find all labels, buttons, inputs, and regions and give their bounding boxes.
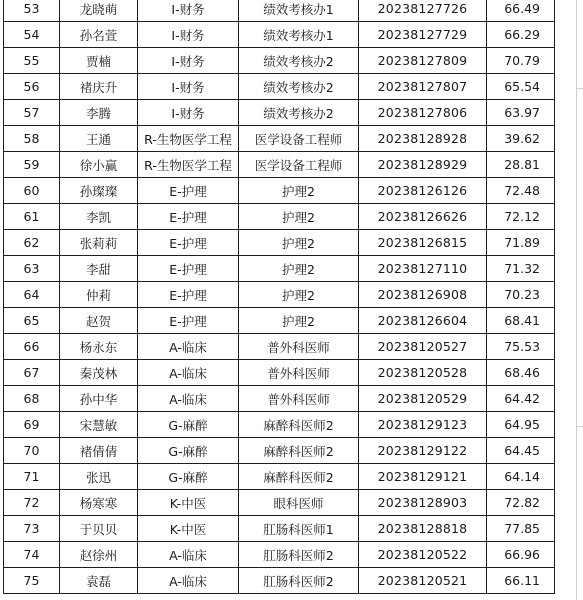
cell-exam-id: 20238120528 (359, 360, 487, 386)
cell-position: 普外科医师 (239, 386, 359, 412)
cell-number: 57 (4, 100, 60, 126)
cell-score: 66.96 (487, 542, 555, 568)
cell-department: A-临床 (138, 542, 239, 568)
cell-number: 55 (4, 48, 60, 74)
cell-name: 秦茂林 (60, 360, 138, 386)
cell-number: 53 (4, 0, 60, 22)
cell-exam-id: 20238128929 (359, 152, 487, 178)
cell-score: 68.46 (487, 360, 555, 386)
table-row (4, 100, 555, 126)
cell-exam-id: 20238126815 (359, 230, 487, 256)
table-row (4, 360, 555, 386)
cell-name: 孙中华 (60, 386, 138, 412)
cell-exam-id: 20238127726 (359, 0, 487, 22)
cell-exam-id: 20238126908 (359, 282, 487, 308)
cell-name: 李凯 (60, 204, 138, 230)
cell-score: 71.89 (487, 230, 555, 256)
cell-exam-id: 20238129123 (359, 412, 487, 438)
cell-name: 赵贺 (60, 308, 138, 334)
cell-exam-id: 20238127729 (359, 22, 487, 48)
cell-position: 护理2 (239, 230, 359, 256)
cell-name: 孙名萱 (60, 22, 138, 48)
cell-position: 麻醉科医师2 (239, 464, 359, 490)
table-row (4, 152, 555, 178)
table-row (4, 334, 555, 360)
cell-name: 宋慧敏 (60, 412, 138, 438)
cell-exam-id: 20238127809 (359, 48, 487, 74)
cell-department: E-护理 (138, 178, 239, 204)
cell-number: 74 (4, 542, 60, 568)
table-row (4, 568, 555, 594)
table-row (4, 74, 555, 100)
cell-number: 54 (4, 22, 60, 48)
cell-name: 李腾 (60, 100, 138, 126)
cell-number: 66 (4, 334, 60, 360)
cell-department: G-麻醉 (138, 438, 239, 464)
cell-position: 护理2 (239, 308, 359, 334)
cell-name: 褚庆升 (60, 74, 138, 100)
cell-department: E-护理 (138, 230, 239, 256)
cell-position: 麻醉科医师2 (239, 412, 359, 438)
cell-number: 72 (4, 490, 60, 516)
cell-name: 孙璨璨 (60, 178, 138, 204)
cell-number: 56 (4, 74, 60, 100)
cell-number: 60 (4, 178, 60, 204)
cell-department: I-财务 (138, 48, 239, 74)
table-row (4, 516, 555, 542)
cell-position: 绩效考核办2 (239, 100, 359, 126)
table-row (4, 282, 555, 308)
cell-name: 袁磊 (60, 568, 138, 594)
cell-position: 绩效考核办2 (239, 74, 359, 100)
cell-name: 杨寒寒 (60, 490, 138, 516)
cell-number: 75 (4, 568, 60, 594)
cell-department: E-护理 (138, 204, 239, 230)
cell-score: 72.82 (487, 490, 555, 516)
sheet-edge-line (576, 0, 577, 600)
cell-number: 61 (4, 204, 60, 230)
cell-position: 麻醉科医师2 (239, 438, 359, 464)
table-row (4, 178, 555, 204)
table-row (4, 438, 555, 464)
cell-position: 肛肠科医师2 (239, 542, 359, 568)
results-table-body (4, 0, 555, 594)
cell-number: 67 (4, 360, 60, 386)
cell-department: E-护理 (138, 256, 239, 282)
cell-position: 护理2 (239, 204, 359, 230)
cell-department: I-财务 (138, 100, 239, 126)
cell-exam-id: 20238128928 (359, 126, 487, 152)
cell-name: 杨永东 (60, 334, 138, 360)
table-row (4, 204, 555, 230)
table-row (4, 256, 555, 282)
cell-exam-id: 20238127806 (359, 100, 487, 126)
cell-position: 普外科医师 (239, 334, 359, 360)
cell-number: 64 (4, 282, 60, 308)
cell-department: R-生物医学工程 (138, 126, 239, 152)
cell-exam-id: 20238128903 (359, 490, 487, 516)
cell-score: 39.62 (487, 126, 555, 152)
cell-name: 仲莉 (60, 282, 138, 308)
table-row (4, 490, 555, 516)
cell-department: I-财务 (138, 22, 239, 48)
cell-score: 66.49 (487, 0, 555, 22)
cell-score: 72.48 (487, 178, 555, 204)
cell-score: 63.97 (487, 100, 555, 126)
cell-number: 69 (4, 412, 60, 438)
cell-position: 普外科医师 (239, 360, 359, 386)
cell-score: 65.54 (487, 74, 555, 100)
cell-position: 护理2 (239, 282, 359, 308)
sheet-edge-tick (577, 88, 583, 89)
cell-number: 73 (4, 516, 60, 542)
cell-position: 绩效考核办1 (239, 22, 359, 48)
cell-number: 58 (4, 126, 60, 152)
cell-position: 护理2 (239, 178, 359, 204)
cell-exam-id: 20238120527 (359, 334, 487, 360)
cell-department: G-麻醉 (138, 464, 239, 490)
cell-name: 龙晓萌 (60, 0, 138, 22)
cell-score: 77.85 (487, 516, 555, 542)
table-row (4, 386, 555, 412)
cell-number: 59 (4, 152, 60, 178)
cell-score: 70.79 (487, 48, 555, 74)
cell-score: 66.11 (487, 568, 555, 594)
table-row (4, 22, 555, 48)
cell-number: 68 (4, 386, 60, 412)
cell-score: 28.81 (487, 152, 555, 178)
cell-exam-id: 20238129122 (359, 438, 487, 464)
table-row (4, 230, 555, 256)
cell-position: 眼科医师 (239, 490, 359, 516)
cell-score: 64.45 (487, 438, 555, 464)
cell-number: 63 (4, 256, 60, 282)
sheet-edge-tick (577, 426, 583, 427)
cell-score: 64.14 (487, 464, 555, 490)
results-table (3, 0, 555, 594)
cell-exam-id: 20238128818 (359, 516, 487, 542)
cell-score: 75.53 (487, 334, 555, 360)
cell-name: 李甜 (60, 256, 138, 282)
cell-department: I-财务 (138, 74, 239, 100)
cell-score: 72.12 (487, 204, 555, 230)
cell-score: 64.95 (487, 412, 555, 438)
cell-name: 张迅 (60, 464, 138, 490)
cell-score: 68.41 (487, 308, 555, 334)
cell-score: 64.42 (487, 386, 555, 412)
table-row (4, 48, 555, 74)
cell-number: 62 (4, 230, 60, 256)
cell-number: 71 (4, 464, 60, 490)
cell-score: 71.32 (487, 256, 555, 282)
cell-name: 贾楠 (60, 48, 138, 74)
cell-department: E-护理 (138, 282, 239, 308)
cell-name: 徐小赢 (60, 152, 138, 178)
table-row (4, 542, 555, 568)
cell-name: 赵徐州 (60, 542, 138, 568)
cell-position: 肛肠科医师1 (239, 516, 359, 542)
cell-number: 65 (4, 308, 60, 334)
cell-exam-id: 20238126126 (359, 178, 487, 204)
cell-exam-id: 20238127807 (359, 74, 487, 100)
table-row (4, 464, 555, 490)
cell-department: A-临床 (138, 386, 239, 412)
cell-exam-id: 20238127110 (359, 256, 487, 282)
cell-position: 绩效考核办2 (239, 48, 359, 74)
cell-exam-id: 20238120529 (359, 386, 487, 412)
cell-position: 医学设备工程师 (239, 152, 359, 178)
cell-exam-id: 20238129121 (359, 464, 487, 490)
cell-exam-id: 20238126604 (359, 308, 487, 334)
cell-department: E-护理 (138, 308, 239, 334)
cell-position: 医学设备工程师 (239, 126, 359, 152)
table-row (4, 0, 555, 22)
table-row (4, 308, 555, 334)
cell-department: A-临床 (138, 568, 239, 594)
cell-department: R-生物医学工程 (138, 152, 239, 178)
cell-department: A-临床 (138, 334, 239, 360)
table-row (4, 412, 555, 438)
cell-department: K-中医 (138, 490, 239, 516)
cell-exam-id: 20238120521 (359, 568, 487, 594)
cell-department: G-麻醉 (138, 412, 239, 438)
cell-department: I-财务 (138, 0, 239, 22)
cell-score: 66.29 (487, 22, 555, 48)
cell-position: 护理2 (239, 256, 359, 282)
cell-name: 王通 (60, 126, 138, 152)
cell-exam-id: 20238126626 (359, 204, 487, 230)
cell-name: 张莉莉 (60, 230, 138, 256)
table-row (4, 126, 555, 152)
cell-department: K-中医 (138, 516, 239, 542)
cell-score: 70.23 (487, 282, 555, 308)
cell-name: 于贝贝 (60, 516, 138, 542)
cell-number: 70 (4, 438, 60, 464)
cell-name: 褚倩倩 (60, 438, 138, 464)
cell-position: 绩效考核办1 (239, 0, 359, 22)
cell-exam-id: 20238120522 (359, 542, 487, 568)
cell-department: A-临床 (138, 360, 239, 386)
cell-position: 肛肠科医师2 (239, 568, 359, 594)
